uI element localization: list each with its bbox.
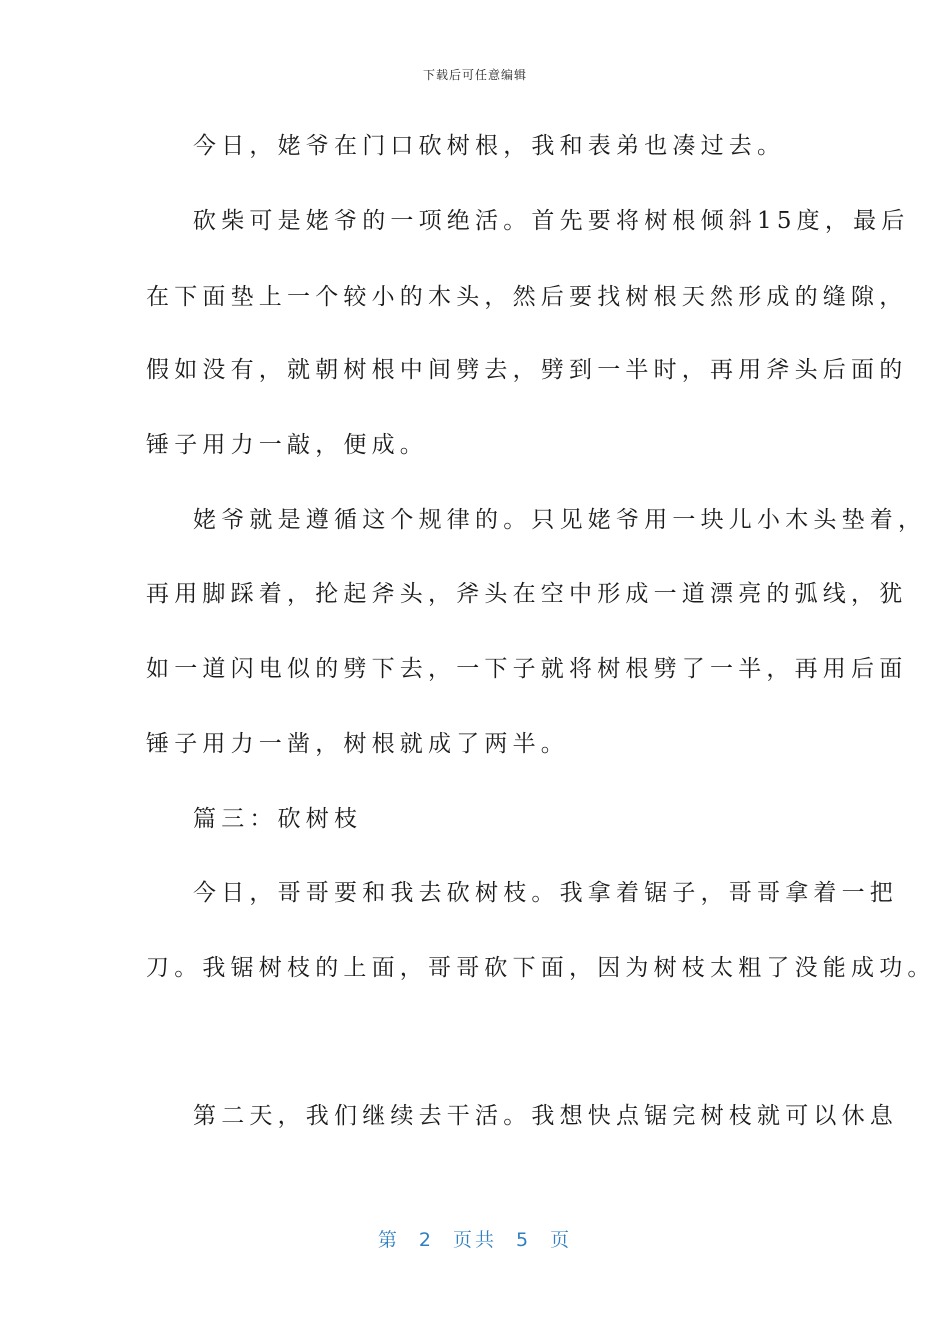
body-line: 在下面垫上一个较小的木头，然后要找树根天然形成的缝隙，: [146, 284, 908, 310]
page-header: 下载后可任意编辑: [422, 68, 527, 82]
body-line: 砍柴可是姥爷的一项绝活。首先要将树根倾斜15度，最后: [193, 208, 910, 234]
page-number-footer: 第 2 页共 5 页: [377, 1229, 573, 1251]
body-line: 第二天，我们继续去干活。我想快点锯完树枝就可以休息: [193, 1103, 898, 1129]
body-line: 再用脚踩着，抡起斧头，斧头在空中形成一道漂亮的弧线，犹: [146, 581, 908, 607]
body-line: 刀。我锯树枝的上面，哥哥砍下面，因为树枝太粗了没能成功。: [146, 955, 936, 981]
body-line: 如一道闪电似的劈下去，一下子就将树根劈了一半，再用后面: [146, 656, 908, 682]
body-line: 假如没有，就朝树根中间劈去，劈到一半时，再用斧头后面的: [146, 357, 908, 383]
body-line: 今日，哥哥要和我去砍树枝。我拿着锯子，哥哥拿着一把: [193, 880, 898, 906]
body-line: 今日，姥爷在门口砍树根，我和表弟也凑过去。: [193, 133, 786, 159]
section-heading: 篇三：砍树枝: [193, 806, 363, 832]
body-line: 姥爷就是遵循这个规律的。只见姥爷用一块儿小木头垫着，: [193, 507, 927, 533]
body-line: 锤子用力一敲，便成。: [146, 432, 428, 458]
body-line: 锤子用力一凿，树根就成了两半。: [146, 731, 569, 757]
